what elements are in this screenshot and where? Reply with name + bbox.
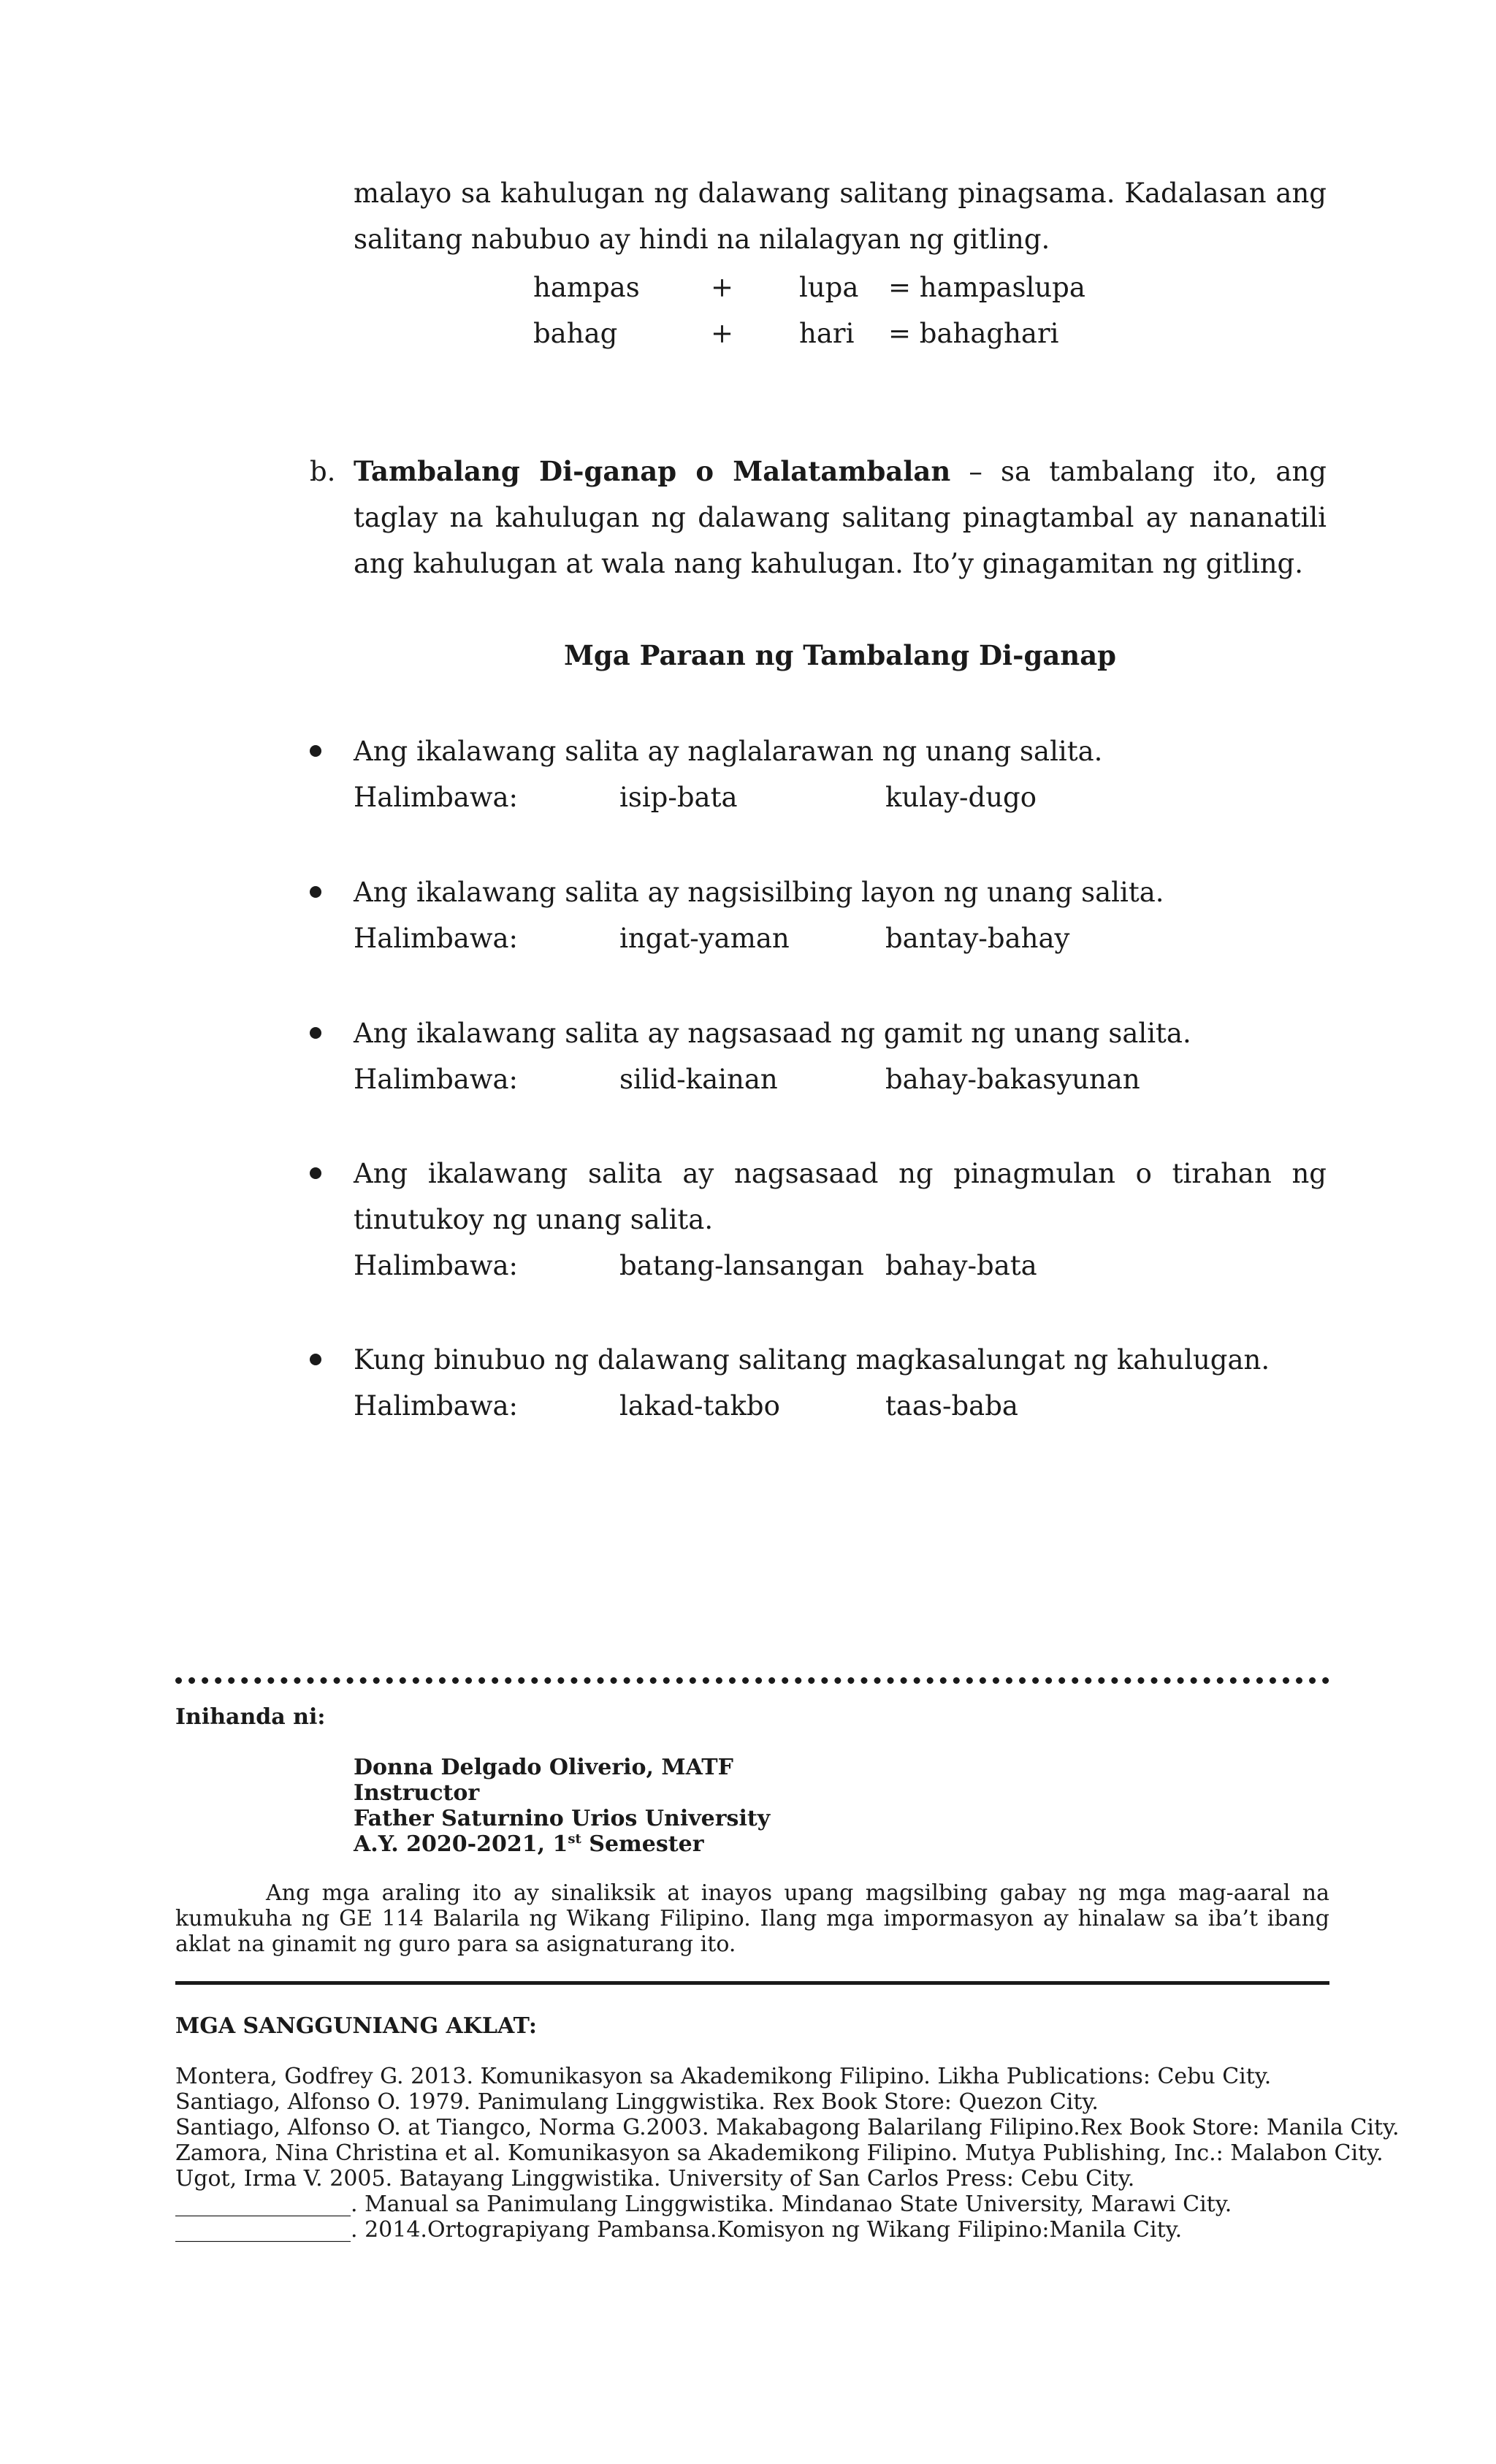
bullet-text: Ang ikalawang salita ay nagsasaad ng pinagmulan o tirahan ng tinutukoy ng unang salita.: [354, 1158, 1327, 1235]
dotted-divider: [175, 1677, 1329, 1684]
example-label: Halimbawa:: [354, 1250, 519, 1281]
example-plus: +: [711, 272, 734, 303]
example-row: [354, 915, 1327, 961]
bullet-text: Ang ikalawang salita ay nagsisilbing layon ng unang salita.: [354, 877, 1164, 908]
bullet-icon: [310, 1354, 321, 1365]
intro-paragraph: malayo sa kahulugan ng dalawang salitang pinagsama. Kadalasan ang salitang nabubuo ay hindi na nilalagyan ng gitling.: [354, 178, 1327, 255]
example-1: silid-kainan: [619, 1064, 778, 1095]
bullet-icon: [310, 886, 321, 898]
example-word1: hampas: [533, 272, 640, 303]
example-word2: hari: [799, 318, 855, 349]
example-1: batang-lansangan: [619, 1250, 864, 1281]
example-1: ingat-yaman: [619, 923, 790, 954]
reference-item: Montera, Godfrey G. 2013. Komunikasyon sa Akademikong Filipino. Likha Publications: Cebu City.: [175, 2064, 1272, 2089]
institution: Father Saturnino Urios University: [354, 1806, 771, 1831]
example-label: Halimbawa:: [354, 1390, 519, 1422]
bullet-text: Kung binubuo ng dalawang salitang magkasalungat ng kahulugan.: [354, 1344, 1270, 1376]
example-result: = bahaghari: [888, 318, 1059, 349]
reference-item: Zamora, Nina Christina et al. Komunikasyon sa Akademikong Filipino. Mutya Publishing, Inc.: Malabon City.: [175, 2140, 1384, 2166]
author-name: Donna Delgado Oliverio, MATF: [354, 1755, 733, 1780]
bullet-text: Ang ikalawang salita ay nagsasaad ng gamit ng unang salita.: [354, 1018, 1191, 1049]
example-2: bantay-bahay: [885, 923, 1070, 954]
reference-item: ________________. Manual sa Panimulang Linggwistika. Mindanao State University, Marawi City.: [175, 2192, 1232, 2217]
reference-item: Ugot, Irma V. 2005. Batayang Linggwistika. University of San Carlos Press: Cebu City.: [175, 2166, 1135, 2192]
bullet-text: Ang ikalawang salita ay naglalarawan ng unang salita.: [354, 736, 1103, 767]
item-b-paragraph: [354, 449, 1327, 587]
bullet-icon: [310, 1167, 321, 1179]
example-row: [354, 1243, 1327, 1289]
example-row: [354, 1056, 1327, 1102]
preparation-note: Ang mga araling ito ay sinaliksik at inayos upang magsilbing gabay ng mga mag-aaral na kumukuha ng GE 114 Balarila ng Wikang Filipino. Ilang mga impormasyon ay hinalaw sa iba’t ibang aklat na ginamit ng guro para sa asignaturang ito.: [175, 1880, 1329, 1957]
example-2: bahay-bakasyunan: [885, 1064, 1140, 1095]
example-plus: +: [711, 318, 734, 349]
item-b-text: – sa tambalang ito, ang taglay na kahulugan ng dalawang salitang pinagtambal ay nananatili ang kahulugan at wala nang kahulugan. Ito’y ginagamitan ng gitling.: [354, 456, 1327, 579]
example-word2: lupa: [799, 272, 859, 303]
example-word1: bahag: [533, 318, 618, 349]
references-list: [175, 2064, 1400, 2243]
bullet-icon: [310, 745, 321, 757]
academic-year: A.Y. 2020-2021, 1st Semester: [354, 1831, 704, 1857]
references-heading: MGA SANGGUNIANG AKLAT:: [175, 2013, 537, 2039]
example-row: [354, 774, 1327, 820]
list-letter-b: b.: [310, 456, 336, 487]
bullet-icon: [310, 1027, 321, 1039]
example-label: Halimbawa:: [354, 923, 519, 954]
example-1: lakad-takbo: [619, 1390, 780, 1422]
section-title: Mga Paraan ng Tambalang Di-ganap: [563, 639, 1117, 671]
example-row: [0, 310, 1496, 356]
reference-item: ________________. 2014.Ortograpiyang Pambansa.Komisyon ng Wikang Filipino:Manila City.: [175, 2217, 1183, 2243]
example-1: isip-bata: [619, 782, 738, 813]
reference-item: Santiago, Alfonso O. 1979. Panimulang Linggwistika. Rex Book Store: Quezon City.: [175, 2089, 1099, 2115]
item-b-term: Tambalang Di-ganap o Malatambalan: [354, 455, 951, 487]
solid-divider: [175, 1981, 1329, 1985]
example-2: bahay-bata: [885, 1250, 1037, 1281]
example-2: kulay-dugo: [885, 782, 1037, 813]
example-2: taas-baba: [885, 1390, 1018, 1422]
example-label: Halimbawa:: [354, 782, 519, 813]
prepared-by-label: Inihanda ni:: [175, 1704, 326, 1730]
example-result: = hampaslupa: [888, 272, 1085, 303]
reference-item: Santiago, Alfonso O. at Tiangco, Norma G.2003. Makabagong Balarilang Filipino.Rex Book Store: Manila City.: [175, 2115, 1400, 2140]
author-block: [354, 1755, 770, 1857]
author-title: Instructor: [354, 1780, 480, 1806]
example-label: Halimbawa:: [354, 1064, 519, 1095]
example-row: [0, 264, 1496, 310]
example-row: [354, 1383, 1327, 1429]
